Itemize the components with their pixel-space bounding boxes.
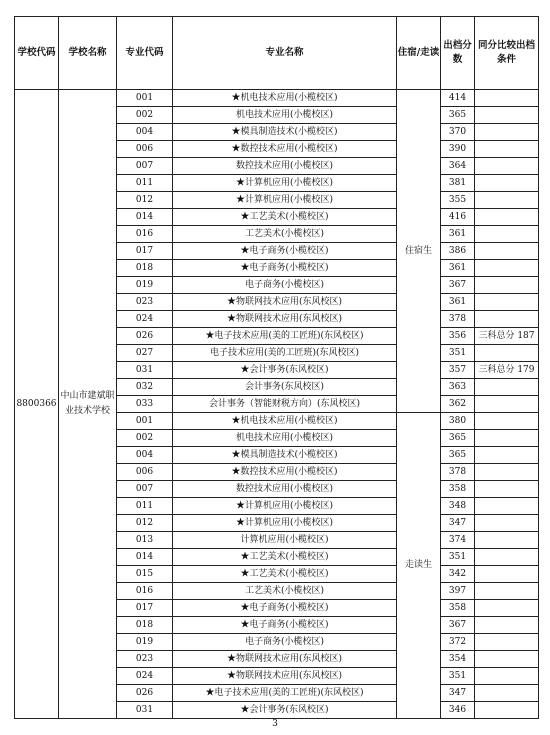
major-code-cell: 011: [117, 498, 173, 515]
tie-break-cell: 三科总分 187: [475, 328, 539, 345]
tie-break-cell: 三科总分 179: [475, 362, 539, 379]
header-major-code: 专业代码: [117, 17, 173, 90]
major-name-cell: ★数控技术应用(小榄校区): [173, 464, 397, 481]
major-name-cell: 计算机应用(小榄校区): [173, 532, 397, 549]
major-name-cell: 电子商务(小榄校区): [173, 634, 397, 651]
major-name-cell: 机电技术应用(小榄校区): [173, 430, 397, 447]
tie-break-cell: [475, 260, 539, 277]
tie-break-cell: [475, 430, 539, 447]
major-code-cell: 027: [117, 345, 173, 362]
score-cell: 347: [441, 515, 475, 532]
major-code-cell: 018: [117, 617, 173, 634]
score-cell: 358: [441, 600, 475, 617]
tie-break-cell: [475, 209, 539, 226]
major-name-cell: ★工艺美术(小榄校区): [173, 549, 397, 566]
score-cell: 348: [441, 498, 475, 515]
major-name-cell: ★数控技术应用(小榄校区): [173, 141, 397, 158]
tie-break-cell: [475, 617, 539, 634]
score-cell: 361: [441, 226, 475, 243]
score-cell: 378: [441, 464, 475, 481]
score-cell: 365: [441, 447, 475, 464]
score-cell: 414: [441, 90, 475, 107]
header-tie-break: 同分比较出档条件: [475, 17, 539, 90]
header-major-name: 专业名称: [173, 17, 397, 90]
major-code-cell: 023: [117, 294, 173, 311]
tie-break-cell: [475, 311, 539, 328]
score-cell: 367: [441, 617, 475, 634]
major-code-cell: 007: [117, 158, 173, 175]
header-school-code: 学校代码: [15, 17, 59, 90]
major-code-cell: 032: [117, 379, 173, 396]
score-cell: 346: [441, 702, 475, 719]
major-name-cell: 电子技术应用(美的工匠班)(东风校区): [173, 345, 397, 362]
major-name-cell: 机电技术应用(小榄校区): [173, 107, 397, 124]
tie-break-cell: [475, 345, 539, 362]
tie-break-cell: [475, 566, 539, 583]
major-code-cell: 016: [117, 226, 173, 243]
major-name-cell: ★电子商务(小榄校区): [173, 243, 397, 260]
major-code-cell: 014: [117, 549, 173, 566]
major-code-cell: 026: [117, 328, 173, 345]
table-header-row: [15, 17, 539, 90]
score-cell: 372: [441, 634, 475, 651]
major-name-cell: ★机电技术应用(小榄校区): [173, 413, 397, 430]
score-cell: 342: [441, 566, 475, 583]
major-name-cell: 工艺美术(小榄校区): [173, 583, 397, 600]
score-cell: 364: [441, 158, 475, 175]
tie-break-cell: [475, 413, 539, 430]
major-code-cell: 019: [117, 277, 173, 294]
major-code-cell: 031: [117, 362, 173, 379]
tie-break-cell: [475, 464, 539, 481]
major-code-cell: 015: [117, 566, 173, 583]
major-code-cell: 026: [117, 685, 173, 702]
major-name-cell: ★计算机应用(小榄校区): [173, 192, 397, 209]
major-code-cell: 007: [117, 481, 173, 498]
tie-break-cell: [475, 294, 539, 311]
major-name-cell: ★电子商务(小榄校区): [173, 617, 397, 634]
page-number: 3: [272, 719, 278, 729]
major-name-cell: ★物联网技术应用(东风校区): [173, 651, 397, 668]
major-code-cell: 006: [117, 141, 173, 158]
tie-break-cell: [475, 685, 539, 702]
major-code-cell: 002: [117, 430, 173, 447]
tie-break-cell: [475, 583, 539, 600]
tie-break-cell: [475, 600, 539, 617]
tie-break-cell: [475, 634, 539, 651]
tie-break-cell: [475, 379, 539, 396]
major-code-cell: 024: [117, 311, 173, 328]
score-cell: 347: [441, 685, 475, 702]
score-cell: 365: [441, 430, 475, 447]
tie-break-cell: [475, 158, 539, 175]
tie-break-cell: [475, 107, 539, 124]
major-name-cell: ★工艺美术(小榄校区): [173, 566, 397, 583]
tie-break-cell: [475, 651, 539, 668]
major-name-cell: ★会计事务(东风校区): [173, 702, 397, 719]
major-name-cell: ★机电技术应用(小榄校区): [173, 90, 397, 107]
major-name-cell: ★电子技术应用(美的工匠班)(东风校区): [173, 328, 397, 345]
score-cell: 370: [441, 124, 475, 141]
score-cell: 355: [441, 192, 475, 209]
tie-break-cell: [475, 277, 539, 294]
major-code-cell: 006: [117, 464, 173, 481]
major-name-cell: 工艺美术(小榄校区): [173, 226, 397, 243]
major-name-cell: 数控技术应用(小榄校区): [173, 158, 397, 175]
major-code-cell: 017: [117, 600, 173, 617]
score-cell: 357: [441, 362, 475, 379]
tie-break-cell: [475, 515, 539, 532]
major-code-cell: 033: [117, 396, 173, 413]
score-cell: 390: [441, 141, 475, 158]
score-cell: 351: [441, 668, 475, 685]
tie-break-cell: [475, 498, 539, 515]
score-cell: 381: [441, 175, 475, 192]
table-row: [15, 90, 539, 107]
major-code-cell: 004: [117, 447, 173, 464]
major-name-cell: ★物联网技术应用(东风校区): [173, 294, 397, 311]
major-code-cell: 016: [117, 583, 173, 600]
score-cell: 351: [441, 549, 475, 566]
score-cell: 365: [441, 107, 475, 124]
tie-break-cell: [475, 124, 539, 141]
tie-break-cell: [475, 226, 539, 243]
tie-break-cell: [475, 447, 539, 464]
major-name-cell: 电子商务(小榄校区): [173, 277, 397, 294]
major-code-cell: 002: [117, 107, 173, 124]
major-name-cell: ★电子商务(小榄校区): [173, 600, 397, 617]
major-name-cell: ★电子商务(小榄校区): [173, 260, 397, 277]
score-cell: 362: [441, 396, 475, 413]
boarding-cell: 住宿生: [397, 90, 441, 413]
major-name-cell: ★模具制造技术(小榄校区): [173, 447, 397, 464]
score-cell: 351: [441, 345, 475, 362]
major-code-cell: 012: [117, 515, 173, 532]
admission-score-table: [14, 16, 539, 719]
score-cell: 361: [441, 260, 475, 277]
major-code-cell: 017: [117, 243, 173, 260]
score-cell: 378: [441, 311, 475, 328]
score-cell: 367: [441, 277, 475, 294]
score-cell: 386: [441, 243, 475, 260]
tie-break-cell: [475, 481, 539, 498]
major-code-cell: 024: [117, 668, 173, 685]
major-code-cell: 031: [117, 702, 173, 719]
major-code-cell: 012: [117, 192, 173, 209]
header-score: 出档分数: [441, 17, 475, 90]
major-name-cell: ★模具制造技术(小榄校区): [173, 124, 397, 141]
tie-break-cell: [475, 175, 539, 192]
tie-break-cell: [475, 141, 539, 158]
major-code-cell: 014: [117, 209, 173, 226]
tie-break-cell: [475, 90, 539, 107]
tie-break-cell: [475, 243, 539, 260]
major-code-cell: 018: [117, 260, 173, 277]
major-name-cell: ★计算机应用(小榄校区): [173, 175, 397, 192]
score-cell: 358: [441, 481, 475, 498]
major-code-cell: 013: [117, 532, 173, 549]
major-name-cell: ★会计事务(东风校区): [173, 362, 397, 379]
tie-break-cell: [475, 702, 539, 719]
table-body: [15, 90, 539, 719]
major-name-cell: ★电子技术应用(美的工匠班)(东风校区): [173, 685, 397, 702]
tie-break-cell: [475, 396, 539, 413]
major-name-cell: ★物联网技术应用(东风校区): [173, 668, 397, 685]
major-name-cell: ★工艺美术(小榄校区): [173, 209, 397, 226]
tie-break-cell: [475, 549, 539, 566]
score-cell: 380: [441, 413, 475, 430]
major-name-cell: ★物联网技术应用(东风校区): [173, 311, 397, 328]
major-code-cell: 001: [117, 413, 173, 430]
tie-break-cell: [475, 532, 539, 549]
major-name-cell: 会计事务(东风校区): [173, 379, 397, 396]
score-cell: 361: [441, 294, 475, 311]
score-cell: 416: [441, 209, 475, 226]
major-code-cell: 001: [117, 90, 173, 107]
tie-break-cell: [475, 668, 539, 685]
major-code-cell: 023: [117, 651, 173, 668]
school-name-cell: 中山市建斌职业技术学校: [59, 90, 117, 719]
major-code-cell: 004: [117, 124, 173, 141]
header-boarding: 住宿/走读: [397, 17, 441, 90]
major-name-cell: 会计事务（智能财税方向）(东风校区): [173, 396, 397, 413]
major-code-cell: 011: [117, 175, 173, 192]
score-cell: 356: [441, 328, 475, 345]
major-code-cell: 019: [117, 634, 173, 651]
school-code-cell: 8800366: [15, 90, 59, 719]
major-name-cell: ★计算机应用(小榄校区): [173, 498, 397, 515]
boarding-cell: 走读生: [397, 413, 441, 719]
score-cell: 397: [441, 583, 475, 600]
major-name-cell: 数控技术应用(小榄校区): [173, 481, 397, 498]
tie-break-cell: [475, 192, 539, 209]
score-cell: 374: [441, 532, 475, 549]
header-school-name: 学校名称: [59, 17, 117, 90]
major-name-cell: ★计算机应用(小榄校区): [173, 515, 397, 532]
score-cell: 363: [441, 379, 475, 396]
score-cell: 354: [441, 651, 475, 668]
